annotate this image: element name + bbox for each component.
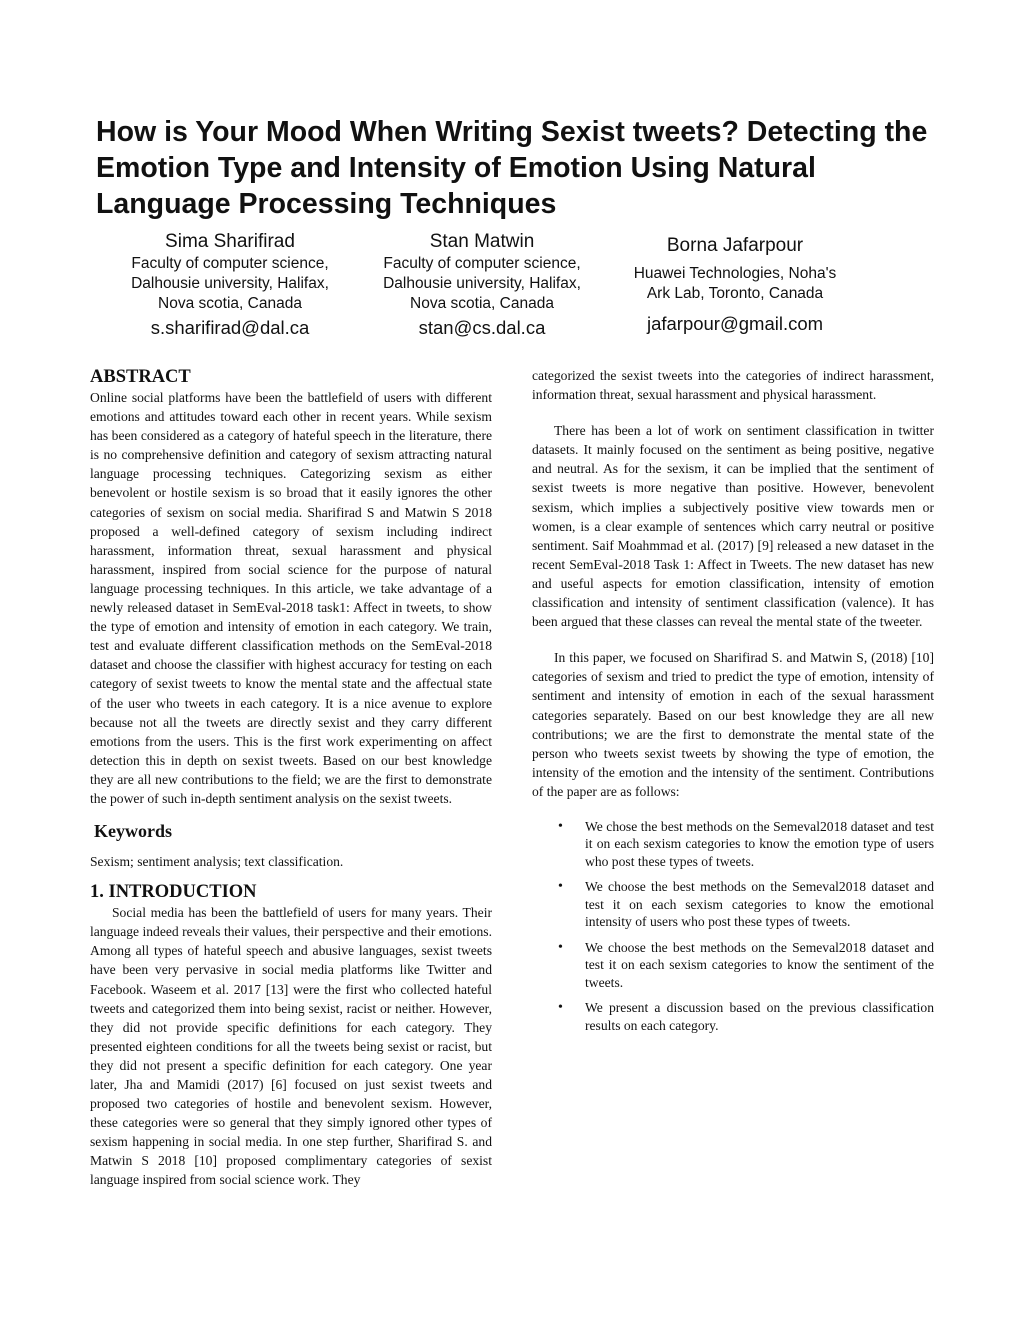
list-item-text: We choose the best methods on the Semeval2018 dataset and test it on each sexism categories to know the emotional intensity of users who post these types of tweets. [585, 879, 934, 930]
list-item [532, 939, 934, 992]
list-item [532, 818, 934, 871]
bullet-icon: • [558, 939, 563, 955]
author-affiliation: Dalhousie university, Halifax, [383, 275, 581, 292]
intro-paragraph-sentiment: There has been a lot of work on sentiment classification in twitter datasets. It mainly focused on the sentiment as being positive, negative and neutral. As for the sexism, it can be implied that the sentiment of sexist tweets is more negative than positive. However, benevolent sexism, which implies a subjectively positive view towards men or women, is a clear example of sentences which carry neutral or positive sentiment. Saif Moahmmad et al. (2017) [9] released a new dataset in the recent SemEval-2018 Task 1: Affect in Tweets. The new dataset has new and useful aspects for emotion classification, intensity of emotion classification and intensity of sentiment classification (valence). It has been argued that these classes can reveal the mental state of the tweeter. [532, 423, 934, 630]
intro-paragraph-contributions: In this paper, we focused on Sharifirad S. and Matwin S, (2018) [10] categories of sexism and tried to predict the type of emotion, intensity of sentiment and intensity of emotion in each of the sexual harassment categories separately. Based on our best knowledge they are all new contributions; we are the first to demonstrate the mental state of the person who tweets sexist tweets by showing the type of emotion, the intensity of the emotion and the intensity of the sentiment. Contributions of the paper are as follows: [532, 650, 934, 799]
author-affiliation: Dalhousie university, Halifax, [131, 275, 329, 292]
abstract-text: Online social platforms have been the battlefield of users with different emotions and attitudes toward each other in recent years. While sexism has been considered as a category of hateful speech in the literature, there is no comprehensive definition and category of sexism attracting natural language processing techniques. Categorizing sexism as either benevolent or hostile sexism is so broad that it easily ignores the other categories of sexism on social media. Sharifirad S and Matwin S 2018 proposed a well-defined category of sexism including indirect harassment, information threat, sexual harassment and physical harassment, inspired from social science for the purpose of natural language processing techniques. In this article, we take advantage of a newly released dataset in SemEval-2018 task1: Affect in tweets, to show the type of emotion and intensity of emotion in each category. We train, test and evaluate different classification methods on the SemEval-2018 dataset and choose the classifier with highest accuracy for testing on each category of sexist tweets to know the mental state and the affectual state of the user who tweets in each category. It is a nice avenue to explore because not all the tweets are directly sexist and they carry different emotions from the users. This is the first work experimenting on affect detection this in depth on sexist tweets. Based on our best knowledge they are all new contributions to the field; we are the first to demonstrate the power of such in-depth sentiment analysis on the sexist tweets. [90, 390, 492, 806]
author-block-1 [96, 230, 364, 340]
author-affiliation: Nova scotia, Canada [410, 295, 554, 312]
author-affiliation: Faculty of computer science, [131, 255, 329, 272]
author-affiliation: Nova scotia, Canada [158, 295, 302, 312]
author-email[interactable]: s.sharifirad@dal.ca [150, 317, 310, 338]
introduction-text: Social media has been the battlefield of users for many years. Their language indeed reveals their values, their perspective and their emotions. Among all types of hateful speech and abusive languages, sexist tweets have been very pervasive in social media platforms like Twitter and Facebook. Waseem et al. 2017 [13] were the first who collected hateful tweets and categorized them into being sexist, racist or neither. However, they did not provide specific definitions for each category. They presented eighteen conditions for all the tweets being sexist or racist, but they did not present a specific definition for each category. One year later, Jha and Mamidi (2017) [6] focused on just sexist tweets and proposed two categories of hostile and benevolent sexism. However, these categories were so general that they simply ignored other types of sexism happening in social media. In one step further, Sharifirad S. and Matwin S 2018 [10] proposed complimentary categories of sexist language inspired from social science work. They [90, 905, 492, 1188]
bullet-icon: • [558, 1000, 563, 1016]
author-name: Borna Jafarpour [666, 235, 804, 256]
author-block-2 [348, 230, 616, 340]
author-name: Sima Sharifirad [165, 231, 295, 252]
list-item-text: We choose the best methods on the Semeval2018 dataset and test it on each sexism categories to know the sentiment of the tweets. [585, 939, 934, 990]
abstract-heading: ABSTRACT [90, 367, 191, 387]
left-column [90, 366, 492, 1190]
author-email[interactable]: jafarpour@gmail.com [646, 313, 824, 334]
intro-continued-text: categorized the sexist tweets into the categories of indirect harassment, information threat, sexual harassment and physical harassment. [532, 368, 934, 403]
author-affiliation: Faculty of computer science, [383, 255, 581, 272]
bullet-icon: • [558, 818, 563, 834]
list-item [532, 878, 934, 931]
author-affiliation: Ark Lab, Toronto, Canada [646, 285, 824, 302]
paper-title: How is Your Mood When Writing Sexist tweets? Detecting the Emotion Type and Intensity of Emotion Using Natural Language Processing Techniques [96, 116, 928, 220]
author-email[interactable]: stan@cs.dal.ca [418, 317, 546, 338]
author-affiliation: Huawei Technologies, Noha's [633, 265, 837, 282]
author-name: Stan Matwin [429, 231, 535, 252]
keywords-text: Sexism; sentiment analysis; text classification. [90, 854, 344, 870]
bullet-icon: • [558, 879, 563, 895]
right-column [532, 366, 934, 1042]
list-item [532, 999, 934, 1034]
introduction-heading: 1. INTRODUCTION [90, 882, 257, 903]
list-item-text: We present a discussion based on the previous classification results on each category. [585, 1000, 934, 1033]
contributions-list [532, 818, 934, 1035]
keywords-heading: Keywords [94, 821, 172, 842]
list-item-text: We chose the best methods on the Semeval2018 dataset and test it on each sexism categories to know the emotion type of users who post these types of tweets. [585, 818, 934, 869]
author-block-3 [604, 234, 866, 336]
